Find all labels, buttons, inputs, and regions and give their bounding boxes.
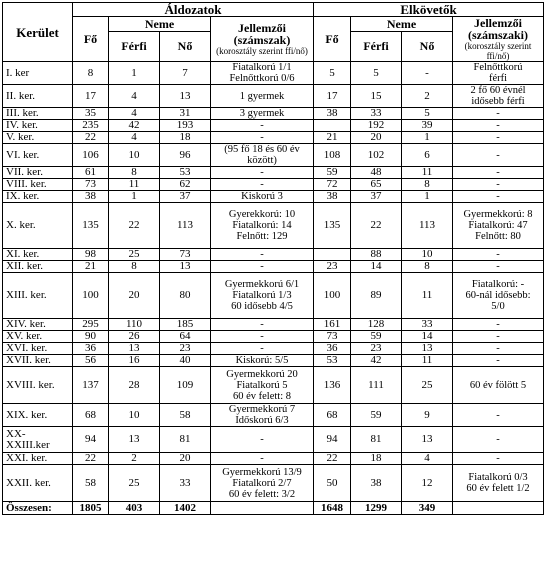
header-offenders-characteristics-label: Jellemzői (számszaki) — [468, 16, 529, 42]
offenders-female-cell: 14 — [402, 331, 453, 343]
offenders-female-cell: 11 — [402, 167, 453, 179]
table-row — [3, 108, 544, 120]
victims-male-cell: 13 — [109, 343, 160, 355]
table-row — [3, 191, 544, 203]
total-victims-total: 1805 — [73, 502, 109, 515]
victims-female-cell: 96 — [160, 144, 211, 167]
victims-characteristics-cell: Gyermekkorú 20 Fiatalkorú 5 60 év felett: 8 — [211, 367, 314, 404]
victims-male-cell: 11 — [109, 179, 160, 191]
offenders-total-cell: 59 — [314, 167, 351, 179]
victims-characteristics-cell: - — [211, 132, 314, 144]
total-offenders-total: 1648 — [314, 502, 351, 515]
victims-characteristics-cell: - — [211, 453, 314, 465]
district-cell: II. ker. — [3, 85, 73, 108]
district-cell: XXII. ker. — [3, 465, 73, 502]
victims-characteristics-cell: - — [211, 167, 314, 179]
district-cell: XX- XXIII.ker — [3, 427, 73, 453]
offenders-male-cell: 192 — [351, 120, 402, 132]
victims-characteristics-cell: - — [211, 261, 314, 273]
district-cell: I. ker — [3, 62, 73, 85]
header-victims-gender: Neme — [109, 17, 211, 32]
offenders-female-cell: 10 — [402, 249, 453, 261]
offenders-female-cell: - — [402, 62, 453, 85]
offenders-male-cell: 37 — [351, 191, 402, 203]
offenders-characteristics-cell: - — [453, 144, 544, 167]
offenders-female-cell: 11 — [402, 273, 453, 319]
offenders-female-cell: 1 — [402, 132, 453, 144]
offenders-characteristics-cell: - — [453, 404, 544, 427]
table-row — [3, 453, 544, 465]
offenders-characteristics-cell: - — [453, 427, 544, 453]
offenders-characteristics-cell: - — [453, 453, 544, 465]
victims-characteristics-cell: - — [211, 120, 314, 132]
offenders-male-cell: 18 — [351, 453, 402, 465]
victims-total-cell: 38 — [73, 191, 109, 203]
victims-characteristics-cell: - — [211, 249, 314, 261]
offenders-total-cell: 50 — [314, 465, 351, 502]
victims-female-cell: 18 — [160, 132, 211, 144]
victims-male-cell: 8 — [109, 167, 160, 179]
district-cell: VI. ker. — [3, 144, 73, 167]
table-row — [3, 404, 544, 427]
offenders-female-cell: 113 — [402, 203, 453, 249]
offenders-male-cell: 5 — [351, 62, 402, 85]
victims-total-cell: 137 — [73, 367, 109, 404]
total-offenders-male: 1299 — [351, 502, 402, 515]
offenders-male-cell: 111 — [351, 367, 402, 404]
victims-female-cell: 37 — [160, 191, 211, 203]
district-cell: XVIII. ker. — [3, 367, 73, 404]
table-row — [3, 132, 544, 144]
victims-total-cell: 17 — [73, 85, 109, 108]
offenders-female-cell: 39 — [402, 120, 453, 132]
victims-male-cell: 13 — [109, 427, 160, 453]
header-victims-female: Nő — [160, 32, 211, 62]
victims-characteristics-cell: 1 gyermek — [211, 85, 314, 108]
victims-female-cell: 109 — [160, 367, 211, 404]
table-row — [3, 167, 544, 179]
offenders-male-cell: 59 — [351, 331, 402, 343]
offenders-male-cell: 102 — [351, 144, 402, 167]
offenders-male-cell: 88 — [351, 249, 402, 261]
victims-male-cell: 1 — [109, 62, 160, 85]
victims-total-cell: 58 — [73, 465, 109, 502]
offenders-male-cell: 38 — [351, 465, 402, 502]
offenders-characteristics-cell: - — [453, 261, 544, 273]
district-cell: V. ker. — [3, 132, 73, 144]
district-cell: XVI. ker. — [3, 343, 73, 355]
offenders-total-cell: 23 — [314, 261, 351, 273]
victims-male-cell: 26 — [109, 331, 160, 343]
victims-total-cell: 36 — [73, 343, 109, 355]
offenders-total-cell: 73 — [314, 331, 351, 343]
offenders-total-cell: 21 — [314, 132, 351, 144]
district-cell: XVII. ker. — [3, 355, 73, 367]
offenders-male-cell: 23 — [351, 343, 402, 355]
offenders-female-cell: 1 — [402, 191, 453, 203]
offenders-characteristics-cell: - — [453, 167, 544, 179]
offenders-total-cell: 68 — [314, 404, 351, 427]
victims-total-cell: 21 — [73, 261, 109, 273]
offenders-female-cell: 12 — [402, 465, 453, 502]
victims-male-cell: 16 — [109, 355, 160, 367]
district-cell: X. ker. — [3, 203, 73, 249]
district-cell: XV. ker. — [3, 331, 73, 343]
victims-male-cell: 10 — [109, 144, 160, 167]
victims-characteristics-cell: (95 fő 18 és 60 év között) — [211, 144, 314, 167]
offenders-female-cell: 25 — [402, 367, 453, 404]
header-offenders-female: Nő — [402, 32, 453, 62]
victims-total-cell: 100 — [73, 273, 109, 319]
victims-male-cell: 4 — [109, 108, 160, 120]
header-victims-characteristics-label: Jellemzői (számszak) — [233, 21, 291, 47]
offenders-total-cell: 135 — [314, 203, 351, 249]
offenders-characteristics-cell: - — [453, 249, 544, 261]
victims-male-cell: 1 — [109, 191, 160, 203]
victims-male-cell: 22 — [109, 203, 160, 249]
offenders-characteristics-cell: - — [453, 191, 544, 203]
offenders-total-cell: 53 — [314, 355, 351, 367]
victims-characteristics-cell: Gyermekkorú 7 Időskorú 6/3 — [211, 404, 314, 427]
offenders-characteristics-cell: - — [453, 355, 544, 367]
offenders-total-cell: 108 — [314, 144, 351, 167]
victims-total-cell: 235 — [73, 120, 109, 132]
district-cell: IV. ker. — [3, 120, 73, 132]
victims-male-cell: 2 — [109, 453, 160, 465]
victims-female-cell: 81 — [160, 427, 211, 453]
offenders-characteristics-cell: - — [453, 108, 544, 120]
header-victims-characteristics — [211, 17, 314, 62]
offenders-total-cell: 161 — [314, 319, 351, 331]
offenders-male-cell: 48 — [351, 167, 402, 179]
district-cell: XII. ker. — [3, 261, 73, 273]
offenders-female-cell: 4 — [402, 453, 453, 465]
header-victims-total: Fő — [73, 17, 109, 62]
victims-total-cell: 22 — [73, 132, 109, 144]
offenders-characteristics-cell: Gyermekkorú: 8 Fiatalkorú: 47 Felnőtt: 80 — [453, 203, 544, 249]
offenders-male-cell: 20 — [351, 132, 402, 144]
victims-male-cell: 10 — [109, 404, 160, 427]
victims-total-cell: 8 — [73, 62, 109, 85]
offenders-male-cell: 65 — [351, 179, 402, 191]
table-row — [3, 203, 544, 249]
district-cell: III. ker. — [3, 108, 73, 120]
offenders-male-cell: 128 — [351, 319, 402, 331]
offenders-characteristics-cell: - — [453, 120, 544, 132]
offenders-characteristics-cell: 60 év fölött 5 — [453, 367, 544, 404]
district-cell: XIII. ker. — [3, 273, 73, 319]
district-cell: XIX. ker. — [3, 404, 73, 427]
offenders-female-cell: 2 — [402, 85, 453, 108]
offenders-female-cell: 13 — [402, 343, 453, 355]
victims-total-cell: 90 — [73, 331, 109, 343]
offenders-male-cell: 15 — [351, 85, 402, 108]
header-offenders-characteristics-sub: (korosztály szerint ffi/nő) — [464, 41, 532, 61]
victims-male-cell: 25 — [109, 249, 160, 261]
total-row — [3, 502, 544, 515]
offenders-female-cell: 6 — [402, 144, 453, 167]
district-cell: XXI. ker. — [3, 453, 73, 465]
offenders-total-cell: 72 — [314, 179, 351, 191]
offenders-male-cell: 14 — [351, 261, 402, 273]
offenders-female-cell: 11 — [402, 355, 453, 367]
district-cell: VIII. ker. — [3, 179, 73, 191]
victims-total-cell: 22 — [73, 453, 109, 465]
victims-female-cell: 40 — [160, 355, 211, 367]
victims-female-cell: 58 — [160, 404, 211, 427]
offenders-characteristics-cell: - — [453, 319, 544, 331]
total-victims-characteristics — [211, 502, 314, 515]
total-offenders-female: 349 — [402, 502, 453, 515]
victims-characteristics-cell: 3 gyermek — [211, 108, 314, 120]
victims-total-cell: 73 — [73, 179, 109, 191]
offenders-total-cell: 100 — [314, 273, 351, 319]
table-row — [3, 355, 544, 367]
victims-characteristics-cell: - — [211, 331, 314, 343]
offenders-total-cell: 22 — [314, 453, 351, 465]
offenders-female-cell: 13 — [402, 427, 453, 453]
victims-total-cell: 94 — [73, 427, 109, 453]
header-district: Kerület — [3, 3, 73, 62]
offenders-total-cell — [314, 120, 351, 132]
offenders-female-cell: 9 — [402, 404, 453, 427]
victims-characteristics-cell: - — [211, 427, 314, 453]
table-row — [3, 367, 544, 404]
offenders-total-cell: 17 — [314, 85, 351, 108]
table-row — [3, 261, 544, 273]
table-row — [3, 319, 544, 331]
victims-female-cell: 23 — [160, 343, 211, 355]
offenders-male-cell: 33 — [351, 108, 402, 120]
offenders-characteristics-cell: - — [453, 132, 544, 144]
offenders-characteristics-cell: 2 fő 60 évnél idősebb férfi — [453, 85, 544, 108]
victims-female-cell: 64 — [160, 331, 211, 343]
victims-male-cell: 110 — [109, 319, 160, 331]
header-offenders: Elkövetők — [314, 3, 544, 17]
victims-male-cell: 20 — [109, 273, 160, 319]
offenders-characteristics-cell: Felnőttkorú férfi — [453, 62, 544, 85]
table-row — [3, 249, 544, 261]
victims-male-cell: 42 — [109, 120, 160, 132]
victims-female-cell: 13 — [160, 261, 211, 273]
victims-characteristics-cell: Gyermekkorú 6/1 Fiatalkorú 1/3 60 idősebb 4/5 — [211, 273, 314, 319]
victims-characteristics-cell: Fiatalkorú 1/1 Felnőttkorú 0/6 — [211, 62, 314, 85]
victims-characteristics-cell: Kiskorú: 5/5 — [211, 355, 314, 367]
offenders-female-cell: 8 — [402, 261, 453, 273]
district-cell: XIV. ker. — [3, 319, 73, 331]
offenders-female-cell: 33 — [402, 319, 453, 331]
victims-male-cell: 4 — [109, 85, 160, 108]
offenders-total-cell: 136 — [314, 367, 351, 404]
table-row — [3, 273, 544, 319]
table-row — [3, 465, 544, 502]
offenders-female-cell: 5 — [402, 108, 453, 120]
victims-female-cell: 80 — [160, 273, 211, 319]
offenders-male-cell: 89 — [351, 273, 402, 319]
victims-total-cell: 98 — [73, 249, 109, 261]
header-offenders-characteristics — [453, 17, 544, 62]
offenders-total-cell: 5 — [314, 62, 351, 85]
header-offenders-gender: Neme — [351, 17, 453, 32]
victims-total-cell: 135 — [73, 203, 109, 249]
victims-total-cell: 68 — [73, 404, 109, 427]
victims-characteristics-cell: - — [211, 343, 314, 355]
victims-male-cell: 25 — [109, 465, 160, 502]
victims-total-cell: 35 — [73, 108, 109, 120]
table-row — [3, 331, 544, 343]
victims-female-cell: 13 — [160, 85, 211, 108]
offenders-female-cell: 8 — [402, 179, 453, 191]
header-offenders-male: Férfi — [351, 32, 402, 62]
victims-total-cell: 295 — [73, 319, 109, 331]
table-row — [3, 62, 544, 85]
header-victims-male: Férfi — [109, 32, 160, 62]
table-row — [3, 343, 544, 355]
victims-female-cell: 20 — [160, 453, 211, 465]
table-row — [3, 120, 544, 132]
victims-male-cell: 28 — [109, 367, 160, 404]
victims-female-cell: 113 — [160, 203, 211, 249]
header-victims: Áldozatok — [73, 3, 314, 17]
offenders-total-cell: 36 — [314, 343, 351, 355]
table-row — [3, 179, 544, 191]
offenders-characteristics-cell: - — [453, 331, 544, 343]
header-victims-characteristics-sub: (korosztály szerint ffi/nő) — [216, 46, 308, 56]
district-cell: IX. ker. — [3, 191, 73, 203]
offenders-characteristics-cell: Fiatalkorú 0/3 60 év felett 1/2 — [453, 465, 544, 502]
offenders-total-cell: 38 — [314, 191, 351, 203]
district-cell: VII. ker. — [3, 167, 73, 179]
offenders-characteristics-cell: - — [453, 179, 544, 191]
district-cell: XI. ker. — [3, 249, 73, 261]
victims-female-cell: 73 — [160, 249, 211, 261]
victims-total-cell: 106 — [73, 144, 109, 167]
table-body — [3, 62, 544, 515]
offenders-male-cell: 22 — [351, 203, 402, 249]
statistics-table — [2, 2, 544, 515]
total-victims-female: 1402 — [160, 502, 211, 515]
total-label: Összesen: — [3, 502, 73, 515]
victims-characteristics-cell: Gyerekkorú: 10 Fiatalkorú: 14 Felnőtt: 129 — [211, 203, 314, 249]
offenders-characteristics-cell: - — [453, 343, 544, 355]
victims-total-cell: 56 — [73, 355, 109, 367]
victims-female-cell: 7 — [160, 62, 211, 85]
offenders-male-cell: 59 — [351, 404, 402, 427]
victims-female-cell: 33 — [160, 465, 211, 502]
total-victims-male: 403 — [109, 502, 160, 515]
victims-total-cell: 61 — [73, 167, 109, 179]
victims-female-cell: 31 — [160, 108, 211, 120]
victims-characteristics-cell: Kiskorú 3 — [211, 191, 314, 203]
offenders-total-cell — [314, 249, 351, 261]
total-offenders-characteristics — [453, 502, 544, 515]
victims-female-cell: 193 — [160, 120, 211, 132]
victims-characteristics-cell: Gyermekkorú 13/9 Fiatalkorú 2/7 60 év felett: 3/2 — [211, 465, 314, 502]
table-row — [3, 144, 544, 167]
offenders-male-cell: 42 — [351, 355, 402, 367]
offenders-characteristics-cell: Fiatalkorú: - 60-nál idősebb: 5/0 — [453, 273, 544, 319]
victims-male-cell: 8 — [109, 261, 160, 273]
offenders-total-cell: 38 — [314, 108, 351, 120]
offenders-total-cell: 94 — [314, 427, 351, 453]
header-offenders-total: Fő — [314, 17, 351, 62]
victims-female-cell: 62 — [160, 179, 211, 191]
victims-female-cell: 53 — [160, 167, 211, 179]
victims-male-cell: 4 — [109, 132, 160, 144]
table-row — [3, 427, 544, 453]
offenders-male-cell: 81 — [351, 427, 402, 453]
victims-characteristics-cell: - — [211, 319, 314, 331]
table-row — [3, 85, 544, 108]
victims-female-cell: 185 — [160, 319, 211, 331]
victims-characteristics-cell: - — [211, 179, 314, 191]
